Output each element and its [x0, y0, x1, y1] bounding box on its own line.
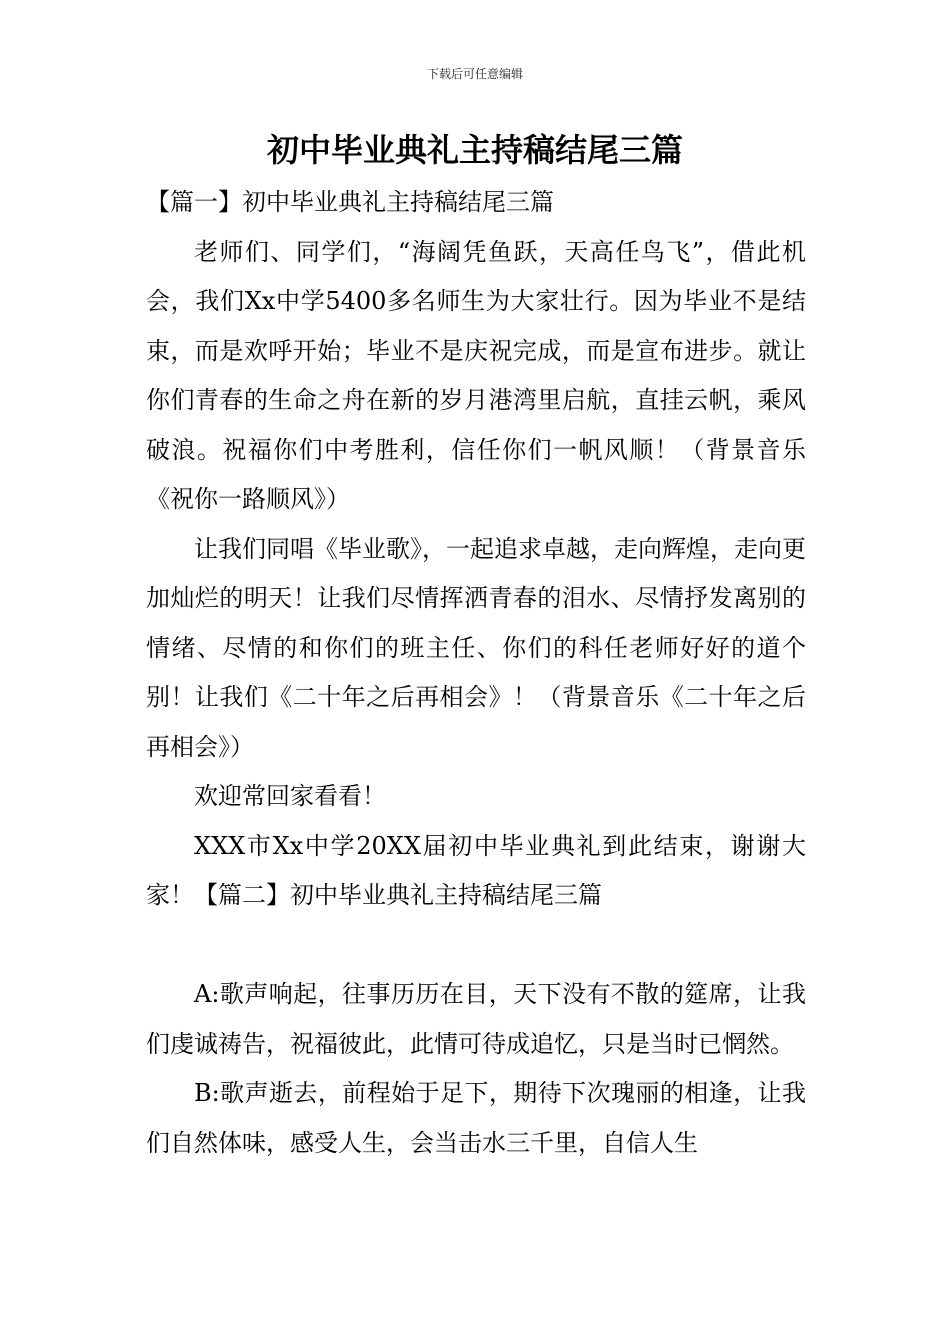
paragraph-host-b: B:歌声逝去，前程始于足下，期待下次瑰丽的相逢，让我们自然体味，感受人生，会当击水三千里，自信人生	[146, 1079, 806, 1157]
paragraph-closing-and-section-two: XXX市Xx中学20XX届初中毕业典礼到此结束，谢谢大家！【篇二】初中毕业典礼主持稿结尾三篇	[146, 831, 806, 909]
blank-line	[146, 921, 806, 971]
page-header-note: 下载后可任意编辑	[426, 67, 523, 81]
paragraph-opening-remarks: 老师们、同学们，“海阔凭鱼跃，天高任鸟飞”，借此机会，我们Xx中学5400多名师生为大家壮行。因为毕业不是结束，而是欢呼开始；毕业不是庆祝完成，而是宣布进步。就让你们青春的生命之舟在新的岁月港湾里启航，直挂云帆，乘风破浪。祝福你们中考胜利，信任你们一帆风顺！（背景音乐《祝你一路顺风》）	[146, 237, 806, 513]
document-body	[146, 178, 806, 1168]
document-title: 初中毕业典礼主持稿结尾三篇	[266, 131, 683, 169]
paragraph-host-a: A:歌声响起，往事历历在目，天下没有不散的筵席，让我们虔诚祷告，祝福彼此，此情可待成追忆，只是当时已惘然。	[146, 980, 806, 1058]
paragraph-graduation-song: 让我们同唱《毕业歌》，一起追求卓越，走向辉煌，走向更加灿烂的明天！让我们尽情挥洒青春的泪水、尽情抒发离别的情绪、尽情的和你们的班主任、你们的科任老师好好的道个别！让我们《二十年之后再相会》！（背景音乐《二十年之后再相会》）	[146, 534, 806, 761]
section-one-heading: 【篇一】初中毕业典礼主持稿结尾三篇	[146, 188, 554, 216]
paragraph-welcome-home: 欢迎常回家看看！	[194, 782, 386, 810]
